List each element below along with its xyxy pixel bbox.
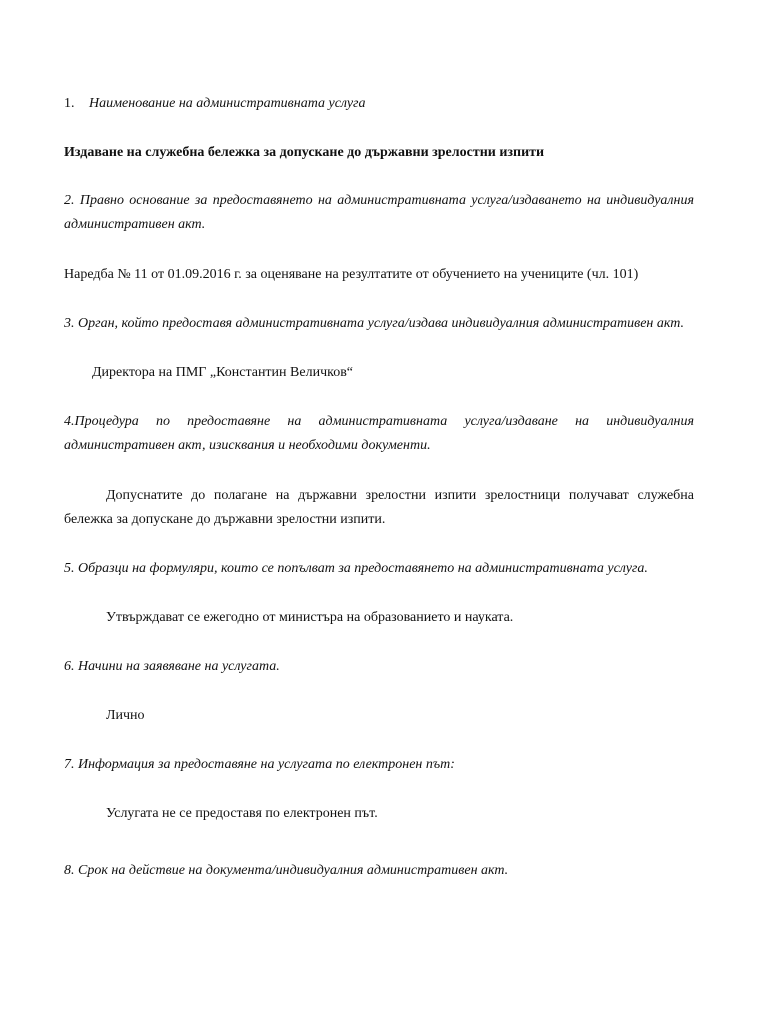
item-7-body: Услугата не се предоставя по електронен път.	[106, 806, 378, 821]
item-4-body: Допуснатите до полагане на държавни зрелостни изпити зрелостници получават служебна бележка за допускане до държавни зрелостни изпити.	[64, 488, 694, 527]
item-1-number: 1.	[64, 96, 75, 111]
item-4-heading: 4.Процедура по предоставяне на административната услуга/издаване на индивидуалния административен акт, изисквания и необходими документи.	[64, 414, 694, 453]
item-7-heading: 7. Информация за предоставяне на услугата по електронен път:	[64, 757, 455, 772]
item-5-heading: 5. Образци на формуляри, които се попълват за предоставянето на административната услуга.	[64, 561, 648, 576]
item-8-heading: 8. Срок на действие на документа/индивидуалния административен акт.	[64, 863, 509, 878]
item-6-heading: 6. Начини на заявяване на услугата.	[64, 659, 280, 674]
item-5-body: Утвърждават се ежегодно от министъра на образованието и науката.	[106, 610, 514, 625]
item-6-body: Лично	[106, 708, 145, 723]
item-2-heading: 2. Правно основание за предоставянето на административната услуга/издаването на индивидуалния административен акт.	[64, 193, 694, 232]
item-3-heading: 3. Орган, който предоставя административната услуга/издава индивидуалния административен акт.	[64, 316, 684, 331]
item-2-body: Наредба № 11 от 01.09.2016 г. за оценяване на резултатите от обучението на учениците (чл. 101)	[64, 267, 639, 282]
service-title: Издаване на служебна бележка за допускане до държавни зрелостни изпити	[64, 145, 545, 160]
item-1-heading	[64, 92, 694, 116]
item-3-body: Директора на ПМГ „Константин Величков“	[92, 365, 354, 380]
item-1-title: Наименование на административната услуга	[89, 96, 366, 111]
